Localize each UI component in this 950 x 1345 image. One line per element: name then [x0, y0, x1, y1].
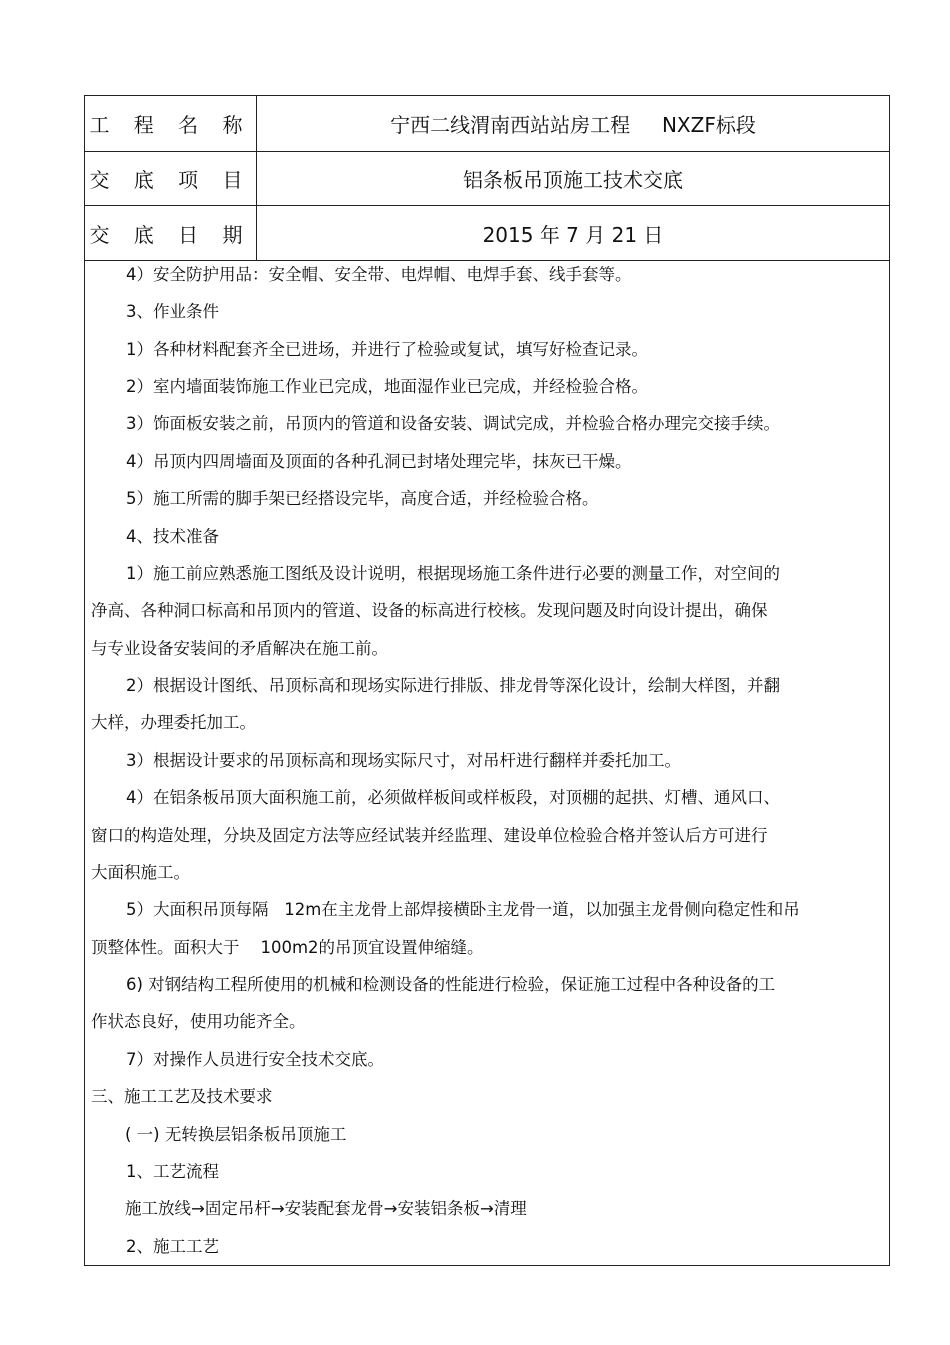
body-line: 3）根据设计要求的吊顶标高和现场实际尺寸，对吊杆进行翻样并委托加工。: [126, 751, 681, 770]
handover-form: [84, 95, 890, 1266]
body-line: 6) 对钢结构工程所使用的机械和检测设备的性能进行检验，保证施工过程中各种设备的工: [126, 975, 776, 994]
body-line: 2）室内墙面装饰施工作业已完成，地面湿作业已完成，并经检验合格。: [126, 377, 648, 396]
body-line: 1）各种材料配套齐全已进场，并进行了检验或复试，填写好检查记录。: [126, 340, 648, 359]
body-line: 顶整体性。面积大于 100m2的吊顶宜设置伸缩缝。: [91, 938, 484, 957]
project-name-label: 工 程 名 称: [85, 96, 257, 151]
project-name-value: 宁西二线渭南西站站房工程 NXZF标段: [390, 113, 756, 137]
handover-date-row: [85, 206, 889, 261]
body-line: 4、技术准备: [126, 527, 219, 546]
process-flow: 施工放线→固定吊杆→安装配套龙骨→安装铝条板→清理: [125, 1199, 527, 1218]
body-line: 5）施工所需的脚手架已经搭设完毕，高度合适，并经检验合格。: [126, 489, 599, 508]
handover-date-value: 2015 年 7 月 21 日: [482, 222, 664, 247]
body-line: 净高、各种洞口标高和吊顶内的管道、设备的标高进行校核。发现问题及时向设计提出，确保: [91, 601, 768, 620]
handover-item-label: 交 底 项 目: [85, 152, 257, 205]
body-line: 窗口的构造处理，分块及固定方法等应经试装并经监理、建设单位检验合格并签认后方可进行: [91, 826, 768, 845]
body-line: 1）施工前应熟悉施工图纸及设计说明，根据现场施工条件进行必要的测量工作，对空间的: [126, 564, 780, 583]
body-line: 2）根据设计图纸、吊顶标高和现场实际进行排版、排龙骨等深化设计，绘制大样图，并翻: [126, 676, 780, 695]
body-line: 4）安全防护用品：安全帽、安全带、电焊帽、电焊手套、线手套等。: [126, 265, 632, 284]
body-line: 2、施工工艺: [126, 1237, 219, 1256]
body-line: 5）大面积吊顶每隔 12m在主龙骨上部焊接横卧主龙骨一道，以加强主龙骨侧向稳定性和吊: [126, 900, 800, 919]
body-line: 作状态良好，使用功能齐全。: [91, 1012, 306, 1031]
handover-item-value: 铝条板吊顶施工技术交底: [463, 168, 683, 192]
section-heading: 三、施工工艺及技术要求: [91, 1087, 273, 1106]
body-line: 大样，办理委托加工。: [91, 713, 256, 732]
body-line: 4）在铝条板吊顶大面积施工前，必须做样板间或样板段，对顶棚的起拱、灯槽、通风口、: [126, 788, 780, 807]
body-line: 7）对操作人员进行安全技术交底。: [126, 1050, 384, 1069]
handover-date-label: 交 底 日 期: [85, 206, 257, 260]
project-name-row: [85, 96, 889, 152]
subsection-heading: ( 一) 无转换层铝条板吊顶施工: [125, 1125, 347, 1144]
body-line: 1、工艺流程: [126, 1162, 219, 1181]
body-line: 大面积施工。: [91, 863, 190, 882]
body-line: 3、作业条件: [126, 302, 219, 321]
body-line: 与专业设备安装间的矛盾解决在施工前。: [91, 639, 388, 658]
handover-item-row: [85, 152, 889, 206]
body-line: 4）吊顶内四周墙面及顶面的各种孔洞已封堵处理完毕，抹灰已干燥。: [126, 452, 632, 471]
body-line: 3）饰面板安装之前，吊顶内的管道和设备安装、调试完成，并检验合格办理完交接手续。: [126, 414, 780, 433]
